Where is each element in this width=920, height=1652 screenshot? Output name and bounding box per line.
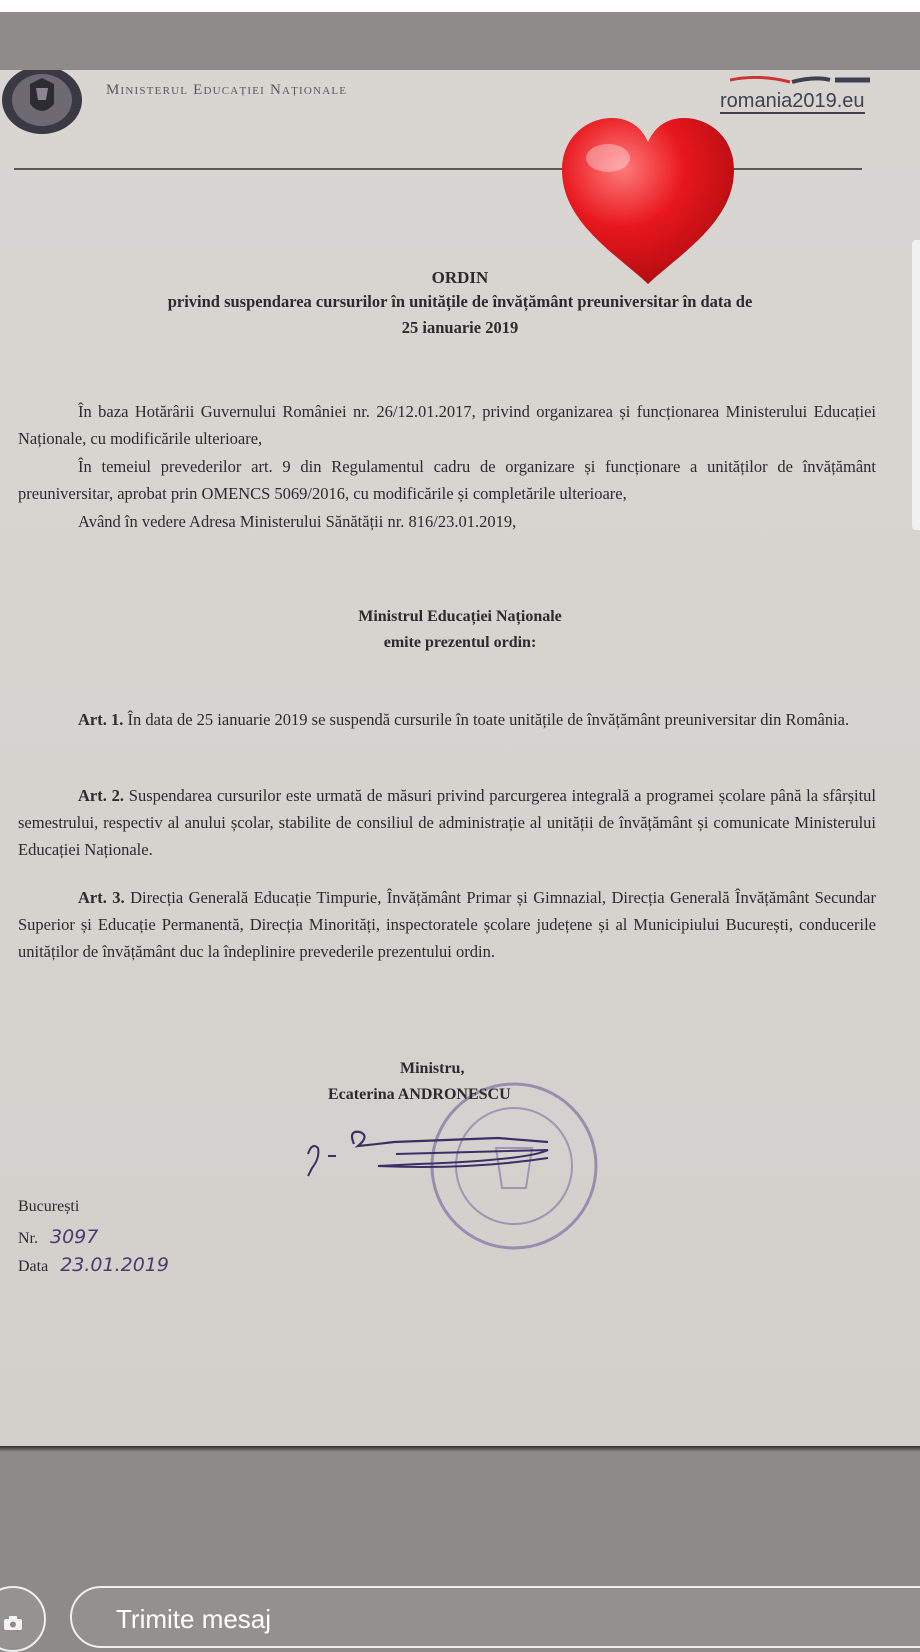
article-2-text: Suspendarea cursurilor este urmată de măsuri privind parcurgerea integrală a programei școlare până la sfârșitul semestrului, respectiv al anului școlar, stabilite de consiliul de administrație al unității de învățământ și comunicate Ministerului Educației Naționale. <box>18 786 877 859</box>
document-bottom-edge <box>0 1446 920 1452</box>
document-photo <box>0 70 920 1448</box>
message-input[interactable]: Trimite mesaj <box>70 1586 920 1648</box>
nr-label: Nr. <box>18 1230 38 1247</box>
ministry-name: Ministerul Educației Naționale <box>106 82 348 98</box>
camera-icon <box>4 1616 22 1630</box>
article-3 <box>18 884 876 965</box>
date-value: 23.01.2019 <box>60 1254 169 1276</box>
issue-date <box>18 1254 169 1276</box>
article-3-text: Direcția Generală Educație Timpurie, Învățământ Primar și Gimnazial, Direcția Generală Învățământ Secundar Superior și Educație Permanentă, Direcția Minorități, inspectoratele școlare județene și al Municipiului București, conducerile unităților de învățământ duc la îndeplinire prevederile prezentului ordin. <box>18 888 877 961</box>
preamble-text-2: În temeiul prevederilor art. 9 din Regulamentul cadru de organizare și funcționare a unităților de învățământ preuniversitar, aprobat prin OMENCS 5069/2016, cu modificările și completările ulterioare, <box>18 457 876 503</box>
date-label: Data <box>18 1258 49 1275</box>
ministry-crest-icon <box>0 70 84 136</box>
status-bar-strip <box>0 0 920 12</box>
signer-name: Ecaterina ANDRONESCU <box>328 1086 511 1103</box>
camera-button[interactable] <box>0 1586 46 1652</box>
document-subtitle-date: 25 ianuarie 2019 <box>401 318 519 337</box>
nr-value: 3097 <box>50 1226 99 1248</box>
article-1-text: În data de 25 ianuarie 2019 se suspendă cursurile în toate unitățile de învățământ preuniversitar din România. <box>127 710 850 729</box>
heart-sticker-icon[interactable] <box>556 114 740 292</box>
preamble-paragraph-1 <box>18 398 876 452</box>
handwritten-signature <box>298 1114 588 1194</box>
preamble-paragraph-3 <box>18 508 876 535</box>
registration-number <box>18 1226 98 1248</box>
logo-text: romania2019.eu <box>720 90 865 112</box>
signer-title: Ministru, <box>400 1060 465 1077</box>
article-2 <box>18 782 876 863</box>
issuer-action-line: emite prezentul ordin: <box>383 634 537 651</box>
preamble-text-3: Având în vedere Adresa Ministerului Sănătății nr. 816/23.01.2019, <box>78 512 517 531</box>
article-1-label: Art. 1. <box>78 710 124 729</box>
preamble-text-1: În baza Hotărârii Guvernului României nr. 26/12.01.2017, privind organizarea și funcționarea Ministerului Educației Naționale, cu modificările ulterioare, <box>18 402 876 448</box>
issuer-line: Ministrul Educației Naționale <box>358 608 562 625</box>
issue-city: București <box>18 1198 80 1215</box>
preamble-paragraph-2 <box>18 453 876 507</box>
right-edge-handle[interactable] <box>912 240 920 530</box>
article-1 <box>18 706 876 733</box>
article-3-label: Art. 3. <box>78 888 125 907</box>
document-title: ORDIN <box>431 268 489 287</box>
document-subtitle: privind suspendarea cursurilor în unitățile de învățământ preuniversitar în data de <box>167 292 753 311</box>
article-2-label: Art. 2. <box>78 786 125 805</box>
reply-bar <box>0 1572 920 1636</box>
story-background-top <box>0 12 920 72</box>
